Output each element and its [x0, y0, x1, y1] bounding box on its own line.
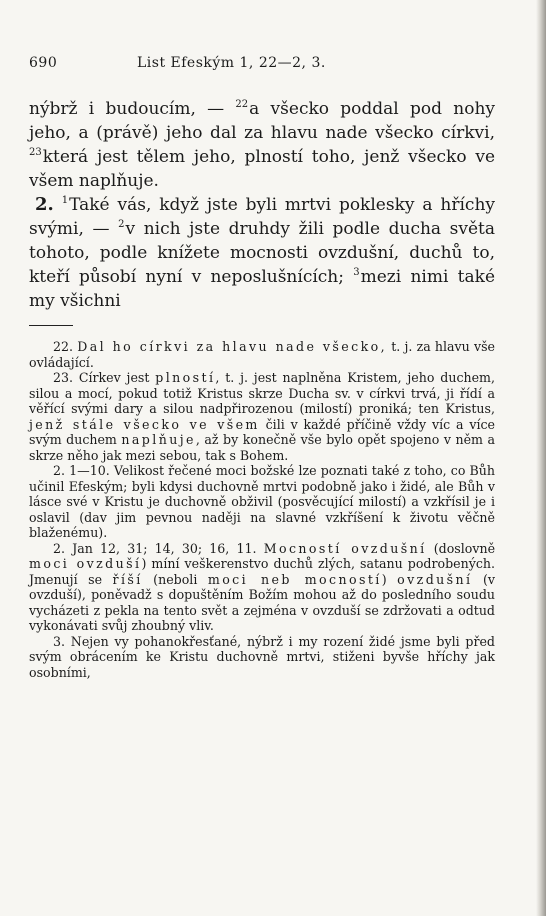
text-run: (v ovzduší), poněvadž s dopuštěním Božím mohou až do posledního soudu vycházeti z pekla na tento svět a zejména v ovzduší se zdržovati a odtud vykonávati svůj zhoubný vliv. [29, 571, 496, 633]
emphasized-text: jenž stále všecko ve všem [29, 416, 260, 432]
verse-number: 23 [29, 147, 42, 158]
text-run: v nich jste druhdy žili podle ducha světa tohoto, podle knížete mocnosti ovzdušní, duchů to, kteří působí nyní v neposlušnících; [29, 219, 496, 287]
text-run: (doslovně [426, 540, 496, 556]
main-text [29, 97, 495, 313]
emphasized-text: Dal ho církvi za hlavu nade všecko, [77, 339, 388, 354]
footnote-22 [29, 339, 495, 370]
text-run: ) [381, 571, 398, 587]
text-run: Velikost řečené moci božské lze poznati také z toho, co Bůh učinil Efeským; byli kdysi duchovně mrtvi podobně jako i židé, ale Bůh v lásce své v Kristu je duchovně obživil (posvěcující milostí) a vzkřísil je i oslavil (dav jim pevnou naději na slavné vzkříšení k životu věčně blaženému). [29, 463, 495, 540]
footnotes [29, 339, 495, 680]
verse-number: 2 [118, 219, 125, 230]
running-title: List Efeským 1, 22—2, 3. [137, 55, 326, 71]
paragraph-verses-22-23 [29, 97, 495, 193]
text-run: nýbrž i budoucím, — [29, 99, 236, 119]
note-number: 3. [53, 633, 66, 649]
note-number: 22. [53, 339, 74, 354]
emphasized-text: naplňuje [121, 432, 196, 447]
note-number: 2. [53, 540, 66, 556]
chapter-number: 2. [35, 194, 54, 215]
footnote-23 [29, 370, 495, 463]
text-run: , t. j. jest naplněna Kristem, jeho duchem, silou a mocí, pokud totiž Kristus skrze Ducha sv. v církvi trvá, ji řídí a věřící svými dary a silou nadpřirozenou (milostí) proniká; ten Kristus, [29, 370, 496, 416]
text-run: Církev jest [73, 370, 156, 385]
verse-number: 22 [235, 99, 249, 110]
footnote-2-1-10 [29, 463, 495, 541]
text-run: a všecko poddal pod nohy jeho, a (právě) jeho dal za hlavu nade všecko církvi, [29, 99, 496, 143]
book-page [29, 55, 495, 680]
emphasized-text: říší [112, 571, 143, 587]
note-number: 2. 1—10. [53, 463, 110, 478]
footnote-divider [29, 325, 73, 326]
text-run: která jest tělem jeho, plností toho, jenž všecko ve všem naplňuje. [29, 147, 495, 191]
text-run: (neboli [142, 571, 208, 587]
footnote-2-3 [29, 634, 495, 681]
verse-number: 1 [61, 195, 69, 206]
text-run: Nejen vy pohanokřesťané, nýbrž i my rození židé jsme byli před svým obrácením ke Kristu duchovně mrtvi, stiženi byvše hříchy jak osobními, [29, 633, 495, 680]
footnote-2-2 [29, 541, 495, 634]
emphasized-text: ovzdušní [397, 571, 473, 587]
running-head [29, 55, 495, 77]
page-number: 690 [29, 55, 58, 71]
emphasized-text: moci neb mocností [207, 571, 382, 587]
text-run: , až by konečně vše bylo opět spojeno v něm a skrze něho jak mezi sebou, tak s Bohem. [29, 432, 495, 463]
emphasized-text: Mocností ovzdušní [263, 540, 427, 556]
text-run: ) míní veškerenstvo duchů zlých, satanu podrobených. Jmenují se [29, 556, 495, 587]
emphasized-text: moci ovzduší [29, 556, 142, 571]
text-run: čili v každé příčině vždy víc a více svým duchem [29, 416, 495, 447]
text-run: Jan 12, 31; 14, 30; 16, 11. [65, 540, 264, 556]
emphasized-text: plností [155, 370, 216, 385]
paragraph-chapter-2 [29, 193, 495, 313]
text-run: t. j. za hlavu vše ovládající. [29, 339, 495, 370]
verse-number: 3 [353, 267, 360, 278]
text-run: mezi nimi také my všichni [29, 267, 496, 311]
text-run: Také vás, když jste byli mrtvi poklesky a hříchy svými, — [29, 195, 495, 239]
page-binding-edge [536, 0, 546, 916]
note-number: 23. [53, 370, 74, 385]
